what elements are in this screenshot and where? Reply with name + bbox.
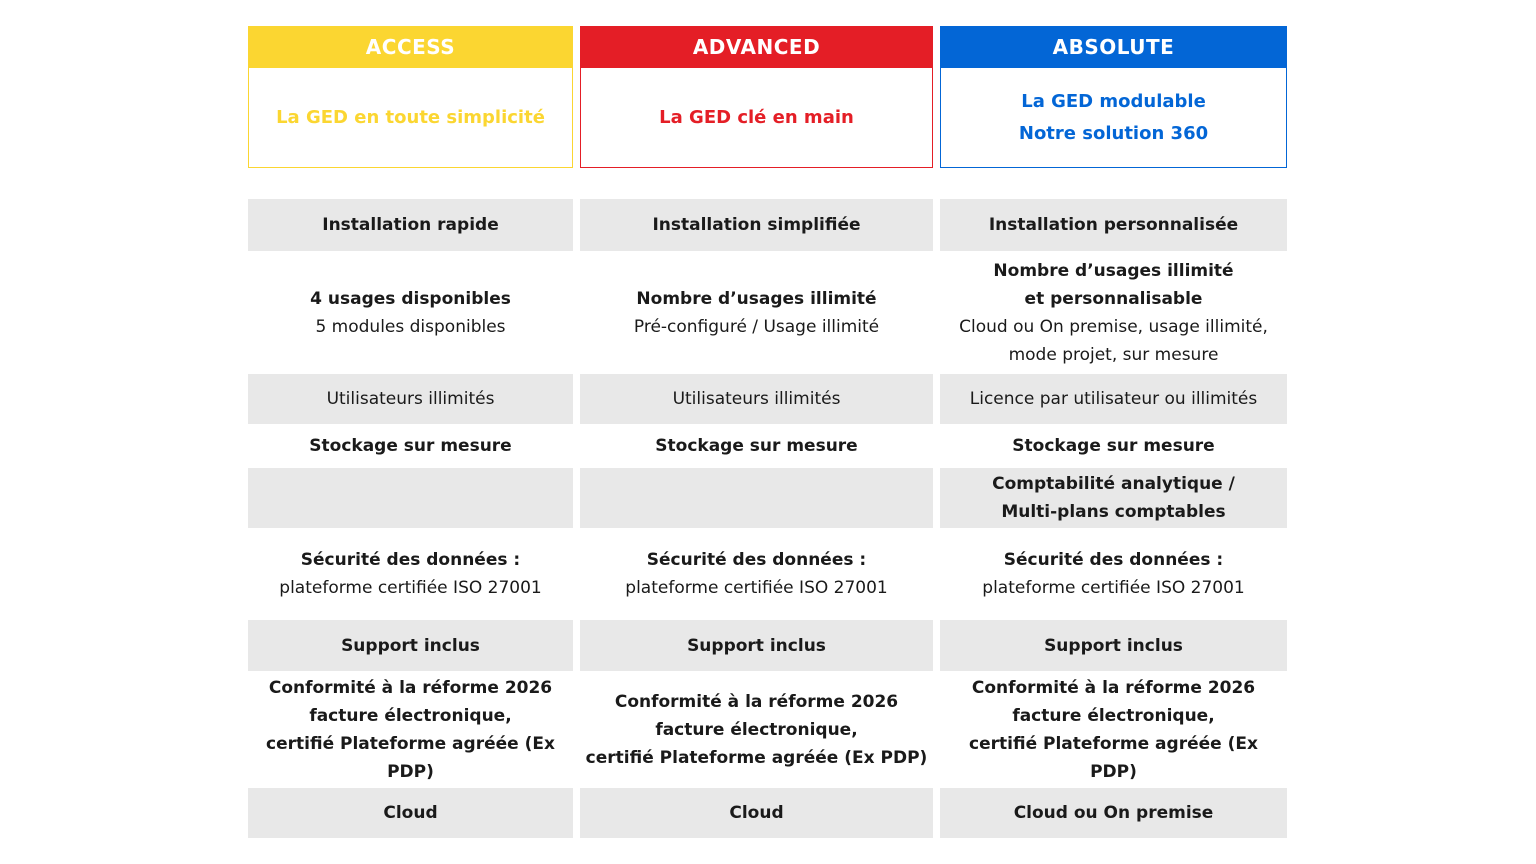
accounting-cell	[248, 468, 573, 528]
tagline-line-1: La GED en toute simplicité	[276, 106, 545, 128]
conformity-line-1: Conformité à la réforme 2026	[971, 677, 1256, 698]
security-title: Sécurité des données :	[300, 550, 521, 570]
plan-column-absolute	[940, 26, 1287, 838]
support-cell: Support inclus	[248, 620, 573, 671]
conformity-line-2: facture électronique,	[309, 705, 512, 726]
storage-cell: Stockage sur mesure	[1012, 436, 1215, 456]
tagline-line-2: Notre solution 360	[1018, 122, 1209, 144]
plan-column-access	[248, 26, 573, 838]
security-title: Sécurité des données :	[1003, 550, 1224, 570]
support-cell: Support inclus	[580, 620, 933, 671]
plan-tagline-absolute	[940, 68, 1287, 168]
security-cell	[580, 528, 933, 620]
support-cell: Support inclus	[940, 620, 1287, 671]
accounting-cell	[940, 468, 1287, 528]
tagline-line-1: La GED modulable	[1021, 90, 1206, 112]
security-detail: plateforme certifiée ISO 27001	[982, 578, 1245, 598]
security-detail: plateforme certifiée ISO 27001	[279, 578, 542, 598]
installation-cell: Installation rapide	[248, 199, 573, 251]
usage-line-1: 4 usages disponibles	[310, 288, 511, 309]
usage-line-3: Cloud ou On premise, usage illimité,	[959, 316, 1268, 337]
conformity-cell	[248, 671, 573, 788]
usage-cell	[580, 251, 933, 374]
conformity-line-3: certifié Plateforme agréée (Ex PDP)	[266, 733, 555, 782]
installation-cell: Installation simplifiée	[580, 199, 933, 251]
tagline-line-1: La GED clé en main	[659, 106, 854, 128]
usage-line-3: 5 modules disponibles	[315, 316, 506, 337]
users-cell: Utilisateurs illimités	[248, 374, 573, 424]
storage-cell: Stockage sur mesure	[309, 436, 512, 456]
usage-line-1: Nombre d’usages illimité	[636, 288, 877, 309]
hosting-cell: Cloud ou On premise	[940, 788, 1287, 838]
plan-tagline-advanced	[580, 68, 933, 168]
plan-tagline-access	[248, 68, 573, 168]
conformity-line-2: facture électronique,	[655, 719, 858, 740]
conformity-line-1: Conformité à la réforme 2026	[268, 677, 553, 698]
accounting-cell	[580, 468, 933, 528]
accounting-line-1: Comptabilité analytique /	[992, 474, 1235, 494]
conformity-line-3: certifié Plateforme agréée (Ex PDP)	[585, 747, 928, 768]
usage-cell	[248, 251, 573, 374]
users-cell: Licence par utilisateur ou illimités	[940, 374, 1287, 424]
usage-line-2: et personnalisable	[1024, 288, 1203, 309]
usage-cell	[940, 251, 1287, 374]
conformity-line-3: certifié Plateforme agréée (Ex PDP)	[969, 733, 1258, 782]
conformity-cell	[580, 671, 933, 788]
plan-column-advanced	[580, 26, 933, 838]
security-cell	[248, 528, 573, 620]
security-detail: plateforme certifiée ISO 27001	[625, 578, 888, 598]
hosting-cell: Cloud	[248, 788, 573, 838]
conformity-cell	[940, 671, 1287, 788]
accounting-line-2: Multi-plans comptables	[1001, 502, 1226, 522]
security-title: Sécurité des données :	[646, 550, 867, 570]
plan-header-absolute: ABSOLUTE	[940, 26, 1287, 68]
usage-line-1: Nombre d’usages illimité	[993, 260, 1234, 281]
security-cell	[940, 528, 1287, 620]
plan-header-advanced: ADVANCED	[580, 26, 933, 68]
installation-cell: Installation personnalisée	[940, 199, 1287, 251]
usage-line-4: mode projet, sur mesure	[1008, 344, 1219, 365]
usage-line-3: Pré-configuré / Usage illimité	[633, 316, 880, 337]
conformity-line-2: facture électronique,	[1012, 705, 1215, 726]
hosting-cell: Cloud	[580, 788, 933, 838]
conformity-line-1: Conformité à la réforme 2026	[614, 691, 899, 712]
users-cell: Utilisateurs illimités	[580, 374, 933, 424]
storage-cell: Stockage sur mesure	[655, 436, 858, 456]
plan-header-access: ACCESS	[248, 26, 573, 68]
